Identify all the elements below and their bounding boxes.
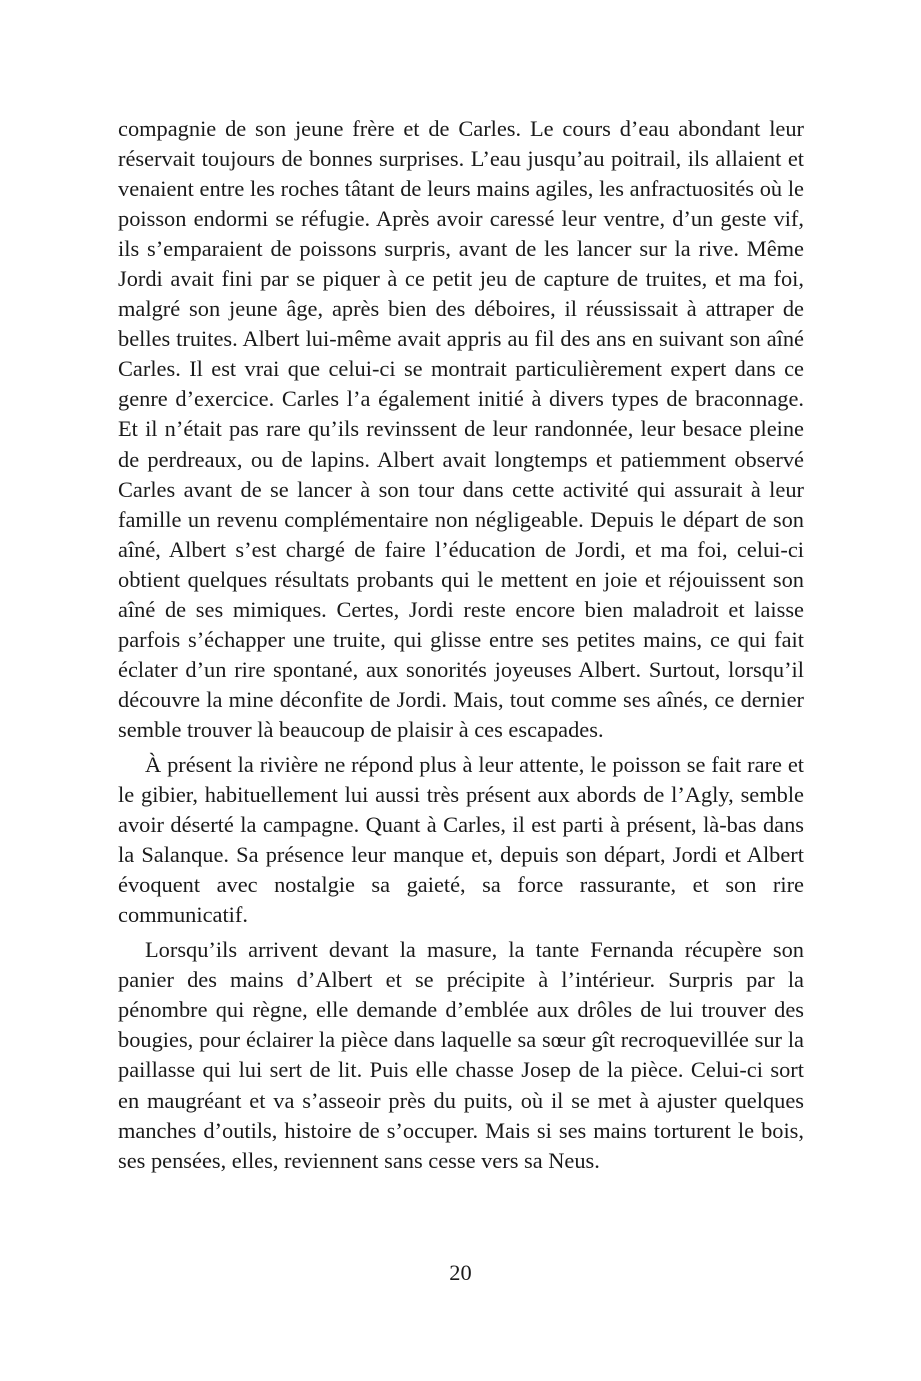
paragraph-3: Lorsqu’ils arrivent devant la masure, la tante Fernanda récupère son panier des mains d’Albert et se précipite à l’intérieur. Surpris par la pénombre qui règne, elle demande d’emblée aux drôles de lui trouver des bougies, pour éclairer la pièce dans laquelle sa sœur gît recroquevillée sur la paillasse qui lui sert de lit. Puis elle chasse Josep de la pièce. Celui-ci sort en maugréant et va s’asseoir près du puits, où il se met à ajuster quelques manches d’outils, histoire de s’occuper. Mais si ses mains torturent le bois, ses pensées, elles, reviennent sans cesse vers sa Neus. xyxy=(118,937,804,1173)
paragraph-2: À présent la rivière ne répond plus à leur attente, le poisson se fait rare et le gibier, habituellement lui aussi très présent aux abords de l’Agly, semble avoir déserté la campagne. Quant à Carles, il est parti à présent, là-bas dans la Salanque. Sa présence leur manque et, depuis son départ, Jordi et Albert évoquent avec nostalgie sa gaieté, sa force rassurante, et son rire communicatif. xyxy=(118,751,804,928)
page-number: 20 xyxy=(449,1260,472,1285)
paragraph-1: compagnie de son jeune frère et de Carles. Le cours d’eau abondant leur réservait toujours de bonnes surprises. L’eau jusqu’au poitrail, ils allaient et venaient entre les roches tâtant de leurs mains agiles, les anfractuosités où le poisson endormi se réfugie. Après avoir caressé leur ventre, d’un geste vif, ils s’emparaient de poissons surpris, avant de les lancer sur la rive. Même Jordi avait fini par se piquer à ce petit jeu de capture de truites, et ma foi, malgré son jeune âge, après bien des déboires, il réussissait à attraper de belles truites. Albert lui-même avait appris au fil des ans en suivant son aîné Carles. Il est vrai que celui-ci se montrait particulièrement expert dans ce genre d’exercice. Carles l’a également initié à divers types de braconnage. Et il n’était pas rare qu’ils revinssent de leur randonnée, leur besace pleine de perdreaux, ou de lapins. Albert avait longtemps et patiemment observé Carles avant de se lancer à son tour dans cette activité qui assurait à leur famille un revenu complémentaire non négligeable. Depuis le départ de son aîné, Albert s’est chargé de faire l’éducation de Jordi, et ma foi, celui-ci obtient quelques résultats probants qui le mettent en joie et réjouissent son aîné de ses mimiques. Certes, Jordi reste encore bien maladroit et laisse parfois s’échapper une truite, qui glisse entre ses petites mains, ce qui fait éclater d’un rire spontané, aux sonorités joyeuses Albert. Surtout, lorsqu’il découvre la mine déconfite de Jordi. Mais, tout comme ses aînés, ce dernier semble trouver là beaucoup de plaisir à ces escapades. xyxy=(118,116,804,742)
body-text xyxy=(118,114,804,1176)
